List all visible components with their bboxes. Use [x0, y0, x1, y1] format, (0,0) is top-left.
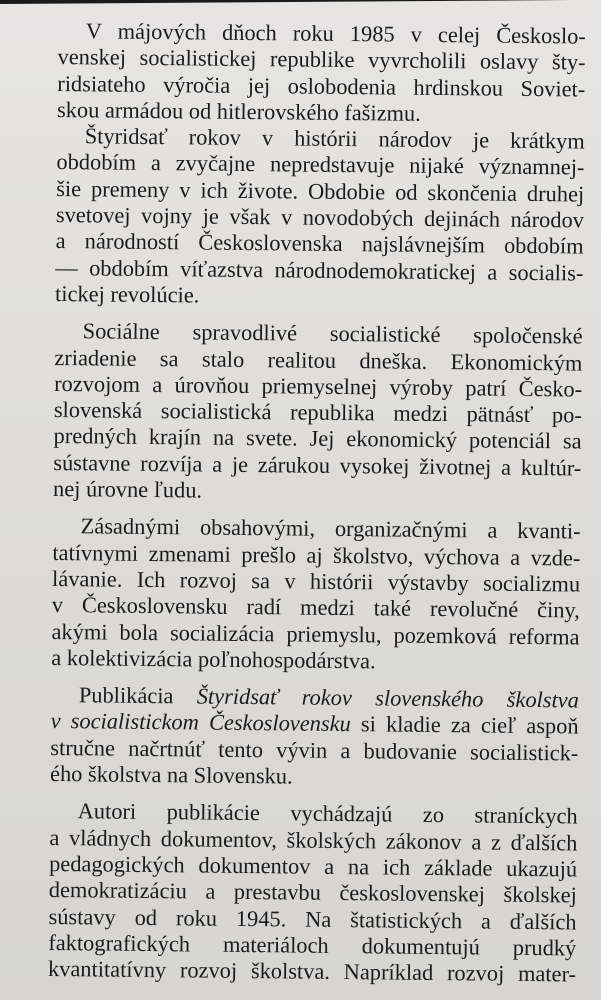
paragraph-1	[57, 18, 586, 129]
text-line: a národností Československa najslávnejším obdobím	[55, 228, 584, 259]
text-line: pedagogických dokumentov a na ich základe ukazujú	[49, 850, 578, 882]
text-line: rozvojom a úrovňou priemyselnej výroby patrí Česko-	[54, 370, 583, 402]
book-title-italic: Štyridsať rokov slovenského školstva	[196, 683, 580, 713]
text-line: tickej revolúcie.	[54, 280, 200, 308]
text-line: a kolektivizácia poľnohospodárstva.	[51, 644, 376, 674]
text-line: šie premeny v ich živote. Obdobie od skončenia druhej	[56, 175, 585, 207]
text-line: demokratizáciu a prestavbu československej školskej	[48, 877, 577, 908]
text-line: svetovej vojny je však v novodobých dejinách národov	[55, 202, 585, 233]
text-line: obdobím a zvyčajne nepredstavuje nijaké významnej-	[56, 149, 585, 181]
paragraph-5	[50, 682, 579, 793]
text-line: v Československu radí medzi také revolučné činy,	[51, 592, 580, 623]
text-line: a vládnych dokumentov, školských zákonov a z ďalších	[49, 824, 578, 856]
text-line: Zásadnými obsahovými, organizačnými a kvanti-	[80, 513, 581, 544]
paragraph-6	[48, 798, 578, 988]
text-line: ého školstva na Slovensku.	[49, 760, 293, 789]
text-line: — obdobím víťazstva národnodemokratickej a socialis-	[55, 254, 584, 286]
text-line: lávanie. Ich rozvoj sa v histórii výstavby socializmu	[52, 565, 581, 597]
text-line: venskej socialistickej republike vyvrcholili oslavy šty-	[57, 44, 586, 75]
body-text	[48, 18, 586, 988]
text-line: predných krajín na svete. Jej ekonomický potenciál sa	[53, 423, 582, 454]
paragraph-3	[53, 318, 583, 508]
text-line: nej úrovne ľudu.	[52, 476, 203, 503]
text-run: Publikácia	[78, 682, 197, 709]
text-line: Autori publikácie vychádzajú zo straníckych	[77, 798, 578, 829]
text-line: ridsiateho výročia jej oslobodenia hrdinskou Soviet-	[57, 70, 586, 102]
text-line: tatívnymi zmenami prešlo aj školstvo, výchova a vzde-	[52, 539, 581, 571]
text-line: Štyridsať rokov v histórii národov je krátkym	[84, 123, 585, 154]
text-line: kvantitatívny rozvoj školstva. Napríklad rozvoj mater-	[47, 956, 577, 987]
text-line: sústavne rozvíja a je zárukou vysokej životnej a kultúr-	[53, 449, 582, 481]
text-line: zriadenie sa stalo realitou dneška. Ekonomickým	[54, 344, 583, 376]
book-title-italic: v socialistickom Československu	[50, 708, 351, 737]
paragraph-2	[55, 123, 585, 313]
text-run: si kladie za cieľ aspoň	[350, 711, 579, 739]
text-line: Sociálne spravodlivé socialistické spoločenské	[82, 318, 583, 349]
text-line: V májových dňoch roku 1985 v celej Českoslo-	[85, 18, 586, 49]
text-line: faktografických materiáloch dokumentujú prudký	[48, 929, 577, 961]
text-line: akými bola socializácia priemyslu, pozemková reforma	[51, 618, 580, 650]
paragraph-4	[51, 513, 581, 676]
text-line: stručne načrtnúť tento vývin a budovanie socialistick-	[50, 734, 579, 766]
top-rule	[0, 0, 601, 4]
text-line: sústavy od roku 1945. Na štatistických a ďalších	[48, 903, 577, 934]
text-line: slovenská socialistická republika medzi pätnásť po-	[53, 397, 583, 428]
text-line: skou armádou od hitlerovského fašizmu.	[56, 96, 421, 126]
